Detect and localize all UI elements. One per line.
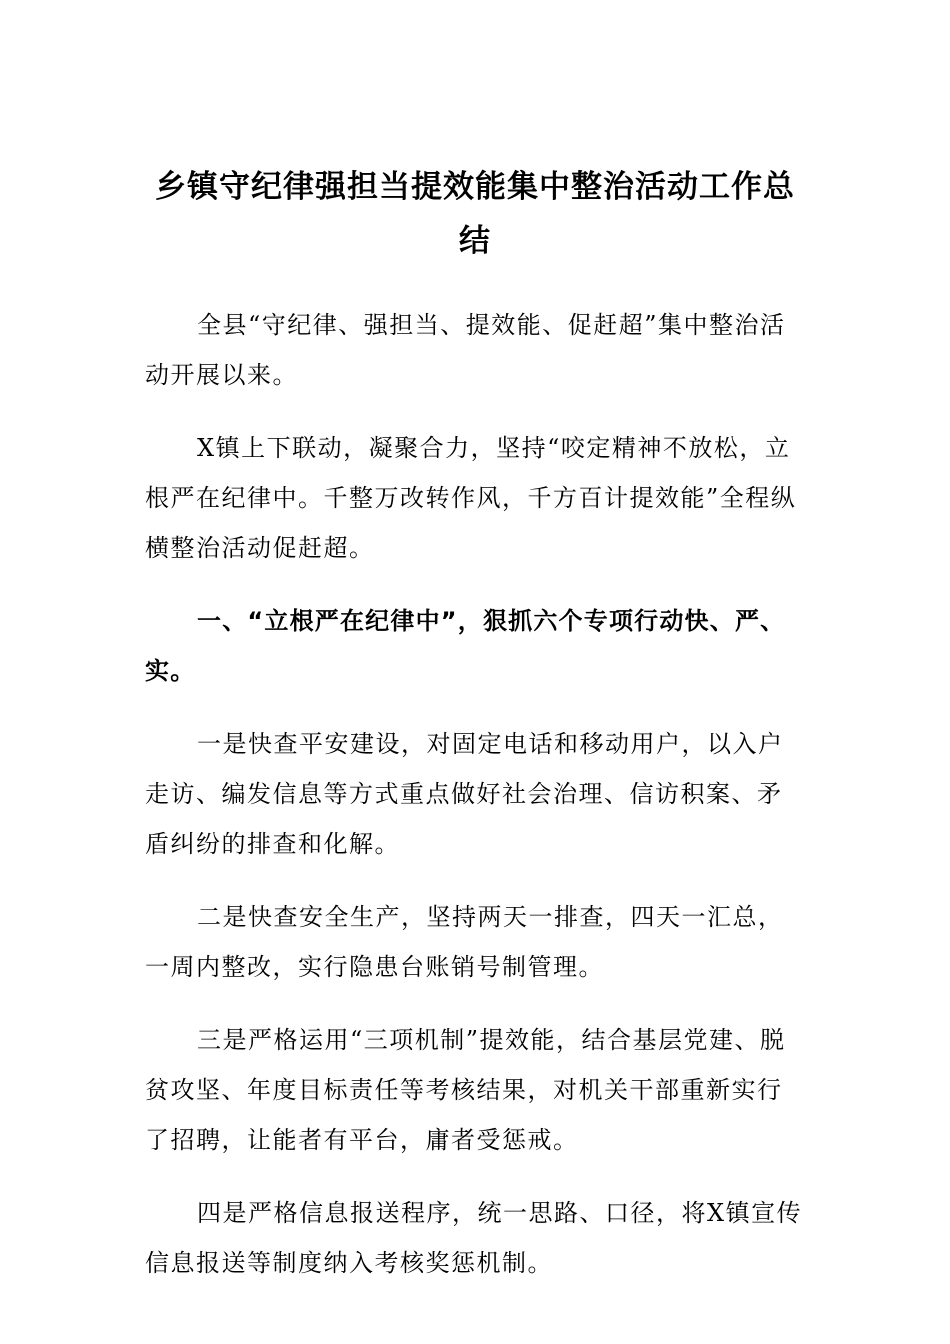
paragraph-item-4: 四是严格信息报送程序，统一思路、口径，将X镇宣传信息报送等制度纳入考核奖惩机制。 xyxy=(145,1199,803,1277)
document-title: 乡镇守纪律强担当提效能集中整治活动工作总结 xyxy=(155,169,795,259)
section-heading-1: 一、“立根严在纪律中”，狠抓六个专项行动快、严、实。 xyxy=(145,607,786,685)
paragraph-summary: X镇上下联动，凝聚合力，坚持“咬定精神不放松，立根严在纪律中。千整万改转作风，千方百计提效能”全程纵横整治活动促赶超。 xyxy=(145,434,797,562)
paragraph-item-3: 三是严格运用“三项机制”提效能，结合基层党建、脱贫攻坚、年度目标责任等考核结果，对机关干部重新实行了招聘，让能者有平台，庸者受惩戒。 xyxy=(145,1026,786,1154)
document-body xyxy=(145,300,805,1311)
paragraph-item-1: 一是快查平安建设，对固定电话和移动用户，以入户走访、编发信息等方式重点做好社会治理、信访积案、矛盾纠纷的排查和化解。 xyxy=(145,730,784,858)
paragraph-item-2: 二是快查安全生产，坚持两天一排查，四天一汇总，一周内整改，实行隐患台账销号制管理。 xyxy=(145,903,784,981)
paragraph-intro: 全县“守纪律、强担当、提效能、促赶超”集中整治活动开展以来。 xyxy=(145,311,786,389)
